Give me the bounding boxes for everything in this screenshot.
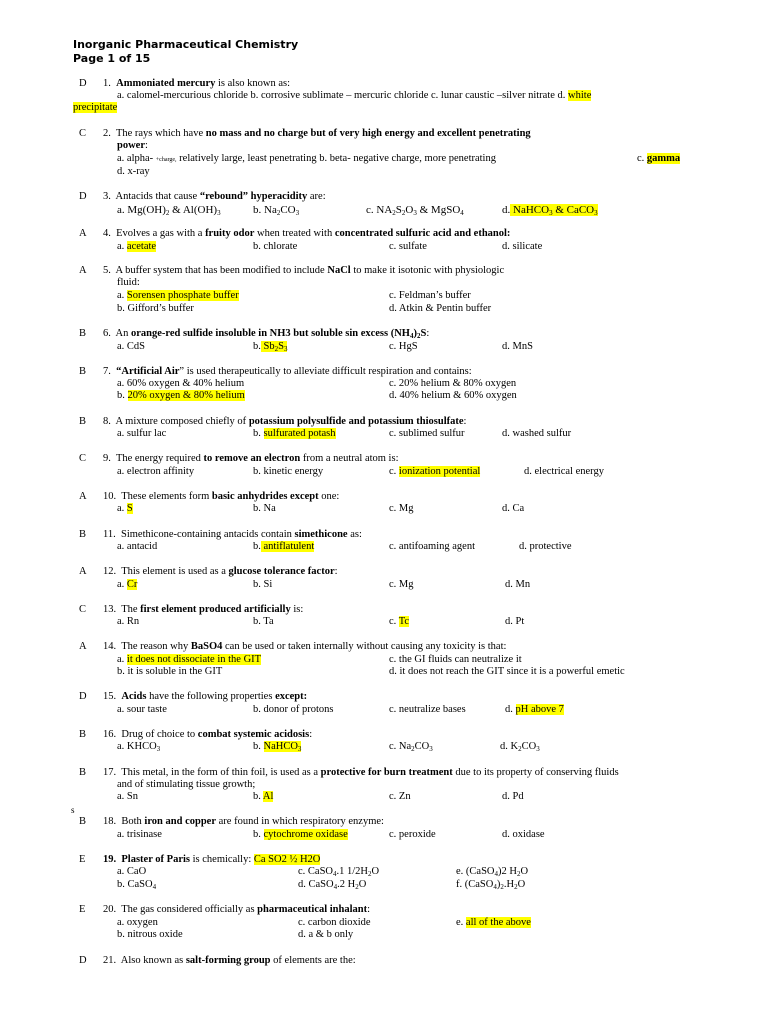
option-d: d. CaSO$_4$.2 $H_2O$ [298, 879, 367, 891]
q-text: Both [121, 816, 145, 827]
answer-key: C [79, 604, 87, 615]
q-text: Also known as [120, 955, 186, 966]
answer-key: B [79, 729, 87, 740]
q-bold: protective for burn treatment [320, 767, 453, 778]
answer-key: B [79, 416, 87, 427]
q-number: 16. [103, 729, 117, 740]
opt-letter: a. [117, 290, 127, 301]
option-e [456, 917, 531, 929]
q-text: The rays which have [115, 128, 206, 139]
options-text: a. calomel-mercurious chloride b. corrosive sublimate – mercuric chloride c. lunar caustic –silver nitrate d. [117, 90, 569, 101]
option-d: d. Pt [505, 616, 525, 627]
option-b: b. nitrous oxide [117, 929, 183, 940]
answer-highlight: NaHCO$_3$ [263, 741, 302, 753]
answer-highlight: all of the above [465, 917, 531, 928]
option-a: a. CaO [117, 866, 147, 877]
q-number: 21. [103, 955, 117, 966]
q-text: as: [347, 529, 362, 540]
answer-highlight: $Sb_2S_3$ [260, 341, 288, 353]
option-d: d. it does not reach the GIT since it is a powerful emetic [389, 666, 625, 677]
answer-highlight: cytochrome oxidase [263, 829, 348, 840]
question-stem [103, 566, 338, 578]
q-text: This element is used as a [121, 566, 229, 577]
q-bold-text: orange-red sulfide insoluble in NH3 but soluble sin excess (NH [131, 328, 410, 339]
answer-key: E [79, 904, 86, 915]
q-text: of elements are the: [270, 955, 356, 966]
doc-title: Inorganic Pharmaceutical Chemistry [73, 38, 299, 51]
opt-letter: b. [253, 829, 264, 840]
option-d [502, 204, 598, 216]
option-b: b. donor of protons [253, 704, 334, 715]
question-stem [103, 529, 362, 541]
q-text: are: [307, 191, 326, 202]
option-a: a. 60% oxygen & 40% helium [117, 378, 245, 389]
opt-letter: b. [117, 390, 128, 401]
q-bold: to remove an electron [203, 453, 301, 464]
answer-key: C [79, 128, 87, 139]
answer-highlight: Tc [398, 616, 410, 627]
option-c: c. $NA_2S_2O_3$ & MgSO$_4$ [366, 204, 464, 217]
opt-text: .2 H [337, 879, 356, 890]
q-bold: except: [275, 691, 308, 702]
option-d: d. silicate [502, 241, 543, 252]
opt-letter: a. [117, 579, 127, 590]
answer-key: A [79, 265, 87, 276]
question-stem [103, 191, 326, 203]
opt-text: b. CaSO [117, 879, 153, 890]
q-bold: BaSO4 [190, 641, 223, 652]
q-text: is: [290, 604, 304, 615]
opt-letter: b. [253, 428, 264, 439]
q-bold: Acids [121, 691, 147, 702]
q-number: 11. [103, 529, 116, 540]
question-stem [103, 816, 384, 828]
answer-highlight: NaHCO$_3$ & CaCO$_3$ [510, 204, 598, 217]
margin-mark: s [71, 805, 75, 815]
opt-letter: d. [505, 704, 516, 715]
q-bold: “Artificial Air [116, 366, 180, 377]
question-stem [103, 641, 506, 653]
q-bold: concentrated sulfuric acid and ethanol: [334, 228, 511, 239]
option-c: c. Mg [389, 503, 414, 514]
q-text: Antacids that cause [115, 191, 200, 202]
q-bold: Ammoniated mercury [116, 78, 216, 89]
opt-text: & CaCO [552, 204, 595, 216]
q-text: Evolves a gas with a [116, 228, 206, 239]
opt-small: +charge, [155, 157, 177, 163]
q-number: 8. [103, 416, 111, 427]
q-text: are found in which respiratory enzyme: [216, 816, 384, 827]
opt-letter: d. [502, 204, 511, 216]
question-stem [103, 265, 504, 277]
opt-text: b. Na [253, 204, 277, 216]
answer-key: A [79, 566, 87, 577]
question-stem [103, 128, 531, 140]
option-b [253, 341, 287, 353]
option-c: c. 20% helium & 80% oxygen [389, 378, 517, 389]
question-stem [103, 604, 303, 616]
option-b [253, 741, 301, 753]
question-stem [103, 854, 320, 866]
opt-text: relatively large, least penetrating b. beta- negative charge, more penetrating [176, 153, 496, 164]
q-text: have the following properties [146, 691, 276, 702]
option-a: a. Sn [117, 791, 138, 802]
option-c: c. HgS [389, 341, 418, 352]
answer-key: C [79, 453, 87, 464]
answer-highlight: it does not dissociate in the GIT [126, 654, 262, 665]
option-b [253, 541, 314, 553]
option-d: d. oxidase [502, 829, 545, 840]
q-text: The gas considered officially as [121, 904, 258, 915]
q-text: Drug of choice to [121, 729, 198, 740]
q-text: when treated with [254, 228, 335, 239]
option-b: b. CaSO$_4$ [117, 879, 157, 891]
answer-key: B [79, 816, 87, 827]
option-a [117, 153, 496, 166]
q-number: 5. [103, 265, 111, 276]
option-a [117, 654, 261, 666]
option-b: b. chlorate [253, 241, 298, 252]
question-stem [103, 228, 510, 240]
q-text: : [426, 328, 430, 339]
q-number: 12. [103, 566, 117, 577]
option-a: a. sour taste [117, 704, 167, 715]
q-number: 7. [103, 366, 111, 377]
option-d: d. washed sulfur [502, 428, 572, 439]
q-bold: simethicone [294, 529, 348, 540]
opt-letter: c. [389, 466, 399, 477]
opt-letter: a. [117, 503, 127, 514]
option-c: c. neutralize bases [389, 704, 466, 715]
q-text: : [309, 729, 313, 740]
answer-highlight: gamma [646, 153, 681, 164]
option-c: c. sublimed sulfur [389, 428, 465, 439]
option-c: c. CaSO$_4$.1 $1/2H_2O$ [298, 866, 380, 878]
answer-highlight: Ca SO2 ½ H2O [253, 854, 321, 865]
q-bold: salt-forming group [185, 955, 271, 966]
question-stem [103, 955, 356, 967]
options-wrap [73, 102, 117, 114]
option-b: b. Gifford’s buffer [117, 303, 194, 314]
option-c [389, 616, 409, 628]
option-b: b. it is soluble in the GIT [117, 666, 223, 677]
opt-text: c. CaSO [298, 866, 333, 877]
q-text: A buffer system that has been modified to include [115, 265, 328, 276]
answer-highlight: 20% oxygen & 80% helium [127, 390, 245, 401]
answer-key: B [79, 767, 87, 778]
opt-letter: b. [253, 341, 261, 352]
question-stem [103, 366, 472, 378]
answer-highlight: Cr [126, 579, 138, 590]
answer-highlight: white [568, 90, 592, 101]
answer-highlight: Al [262, 791, 274, 802]
option-e: e. (CaSO$_4$)2 $H_2O$ [456, 866, 529, 878]
option-d: d. 40% helium & 60% oxygen [389, 390, 517, 401]
option-b [253, 791, 273, 803]
option-d [505, 704, 564, 716]
q-number: 15. [103, 691, 117, 702]
option-b [253, 428, 336, 440]
q-bold: fruity odor [205, 228, 255, 239]
option-d: d. protective [519, 541, 572, 552]
opt-text: c. Na [389, 741, 412, 752]
option-c: c. carbon dioxide [298, 917, 371, 928]
answer-highlight: acetate [126, 241, 157, 252]
option-b: b. Ta [253, 616, 274, 627]
answer-highlight: ionization potential [398, 466, 481, 477]
opt-letter: a. [117, 241, 127, 252]
option-d: d. Atkin & Pentin buffer [389, 303, 492, 314]
option-c: c. $Na_2CO_3$ [389, 741, 433, 753]
opt-text: NaHCO [510, 204, 550, 216]
q-text: due to its property of conserving fluids [452, 767, 619, 778]
option-c: c. sulfate [389, 241, 427, 252]
option-a [117, 579, 137, 591]
q-number: 13. [103, 604, 117, 615]
option-a [117, 503, 133, 515]
q-bold: combat systemic acidosis [197, 729, 310, 740]
options-line [117, 90, 591, 102]
opt-letter: a. [117, 654, 127, 665]
q-text: from a neutral atom is: [300, 453, 399, 464]
option-a: a. oxygen [117, 917, 158, 928]
q-number: 2. [103, 128, 111, 139]
opt-letter: b. [253, 541, 261, 552]
q-bold: no mass and no charge but of very high energy and excellent penetrating [205, 128, 531, 139]
question-stem [103, 491, 339, 503]
q-text: one: [318, 491, 340, 502]
answer-key: D [79, 191, 87, 202]
option-c: c. antifoaming agent [389, 541, 476, 552]
answer-key: A [79, 491, 87, 502]
option-c [637, 153, 680, 165]
option-f: f. $(CaSO_4)_2.H_2O$ [456, 879, 526, 891]
answer-key: D [79, 78, 87, 89]
question-stem [103, 691, 307, 703]
q-number: 4. [103, 228, 111, 239]
opt-text: a. Mg(OH) [117, 204, 166, 216]
q-number: 18. [103, 816, 117, 827]
q-text: can be used or taken internally without causing any toxicity is that: [222, 641, 507, 652]
answer-highlight: Sorensen phosphate buffer [126, 290, 239, 301]
answer-key: B [79, 366, 87, 377]
question-stem-cont: power: [117, 140, 148, 151]
answer-key: D [79, 955, 87, 966]
option-d: d. Pd [502, 791, 524, 802]
option-a: a. trisinase [117, 829, 162, 840]
option-c: c. peroxide [389, 829, 436, 840]
question-stem-cont: and of stimulating tissue growth; [117, 779, 256, 790]
answer-key: A [79, 228, 87, 239]
question-stem [103, 767, 619, 779]
q-text: A mixture composed chiefly of [115, 416, 249, 427]
opt-letter: b. [253, 791, 263, 802]
q-text: ” is used therapeutically to alleviate difficult respiration and contains: [179, 366, 472, 377]
q-number: 20. [103, 904, 117, 915]
opt-letter: e. [456, 917, 466, 928]
answer-highlight: precipitate [73, 102, 118, 113]
q-bold: iron and copper [144, 816, 216, 827]
opt-text: .1 1/2H [336, 866, 368, 877]
opt-text: e. (CaSO [456, 866, 495, 877]
opt-text: NaHCO [263, 741, 298, 752]
q-number: 9. [103, 453, 111, 464]
option-b [253, 829, 348, 841]
q-bold: orange-red sulfide insoluble in NH3 but soluble sin excess $(NH_4)_2S$ [131, 328, 427, 340]
q-text: The reason why [121, 641, 191, 652]
answer-key: B [79, 529, 87, 540]
question-stem-cont: fluid: [117, 277, 140, 288]
answer-key: A [79, 641, 87, 652]
q-text: is chemically: [190, 854, 254, 865]
question-stem [103, 729, 312, 741]
question-stem [103, 328, 429, 340]
opt-letter: c. [389, 616, 399, 627]
q-number: 19. [103, 854, 117, 865]
option-a: a. sulfur lac [117, 428, 167, 439]
option-d: d. a & b only [298, 929, 354, 940]
q-text: is also known as: [215, 78, 291, 89]
opt-text: a. alpha- [117, 153, 156, 164]
q-number: 14. [103, 641, 117, 652]
q-number: 1. [103, 78, 111, 89]
q-bold: power [117, 140, 145, 151]
option-a: a. Rn [117, 616, 140, 627]
option-a [117, 290, 239, 302]
option-b: b. Si [253, 579, 273, 590]
option-c: c. the GI fluids can neutralize it [389, 654, 522, 665]
question-stem [103, 453, 398, 465]
q-bold: NaCl [327, 265, 351, 276]
answer-key: B [79, 328, 87, 339]
option-c: c. Zn [389, 791, 411, 802]
q-text: : [463, 416, 467, 427]
q-text: : [334, 566, 338, 577]
option-d: d. MnS [502, 341, 533, 352]
option-c: c. Mg [389, 579, 414, 590]
answer-highlight: pH above 7 [515, 704, 564, 715]
answer-key: E [79, 854, 86, 865]
q-text: The [121, 604, 141, 615]
option-d: d. Ca [502, 503, 525, 514]
option-c: c. Feldman’s buffer [389, 290, 471, 301]
opt-letter: c. [637, 153, 647, 164]
q-text: An [115, 328, 132, 339]
q-number: 6. [103, 328, 111, 339]
opt-text: f. (CaSO [456, 879, 494, 890]
option-d: d. $K_2CO_3$ [500, 741, 540, 753]
option-a: a. $Mg(OH)_2$ & $Al(OH)_3$ [117, 204, 221, 217]
answer-key: D [79, 691, 87, 702]
q-bold: pharmaceutical inhalant [257, 904, 368, 915]
q-bold: potassium polysulfide and potassium thiosulfate [248, 416, 464, 427]
answer-highlight: sulfurated potash [263, 428, 336, 439]
q-text: : [367, 904, 371, 915]
option-a: a. electron affinity [117, 466, 195, 477]
option-b [117, 390, 245, 402]
option-d: d. Mn [505, 579, 531, 590]
opt-text: c. NA [366, 204, 393, 216]
option-a: a. CdS [117, 341, 146, 352]
q-text: Simethicone-containing antacids contain [121, 529, 295, 540]
q-text: to make it isotonic with physiologic [350, 265, 505, 276]
opt-text: Sb [260, 341, 275, 352]
q-bold: “rebound” hyperacidity [199, 191, 308, 202]
option-d: d. electrical energy [524, 466, 604, 477]
q-number: 3. [103, 191, 111, 202]
q-text: The energy required [115, 453, 204, 464]
option-a: a. $KHCO_3$ [117, 741, 161, 753]
q-text: This metal, in the form of thin foil, is used as a [121, 767, 321, 778]
answer-highlight: S [126, 503, 133, 514]
q-bold: first element produced artificially [140, 604, 291, 615]
opt-text: d. K [500, 741, 519, 752]
q-bold: glucose tolerance factor [228, 566, 335, 577]
option-c [389, 466, 480, 478]
question-stem [103, 904, 370, 916]
q-bold: basic anhydrides except [211, 491, 319, 502]
opt-text: d. CaSO [298, 879, 334, 890]
option-a [117, 241, 156, 253]
q-bold: Plaster of Paris [121, 854, 190, 865]
option-b: b. kinetic energy [253, 466, 324, 477]
opt-text: a. KHCO [117, 741, 157, 752]
opt-letter: b. [253, 741, 264, 752]
option-b: b. Na [253, 503, 276, 514]
option-b: b. $Na_2CO_3$ [253, 204, 300, 217]
option-a: a. antacid [117, 541, 158, 552]
question-stem [103, 78, 290, 90]
option-d: d. x-ray [117, 166, 150, 177]
q-text: These elements form [121, 491, 212, 502]
page-indicator: Page 1 of 15 [73, 52, 151, 65]
question-stem [103, 416, 466, 428]
q-number: 17. [103, 767, 117, 778]
q-number: 10. [103, 491, 117, 502]
answer-highlight: antiflatulent [260, 541, 315, 552]
